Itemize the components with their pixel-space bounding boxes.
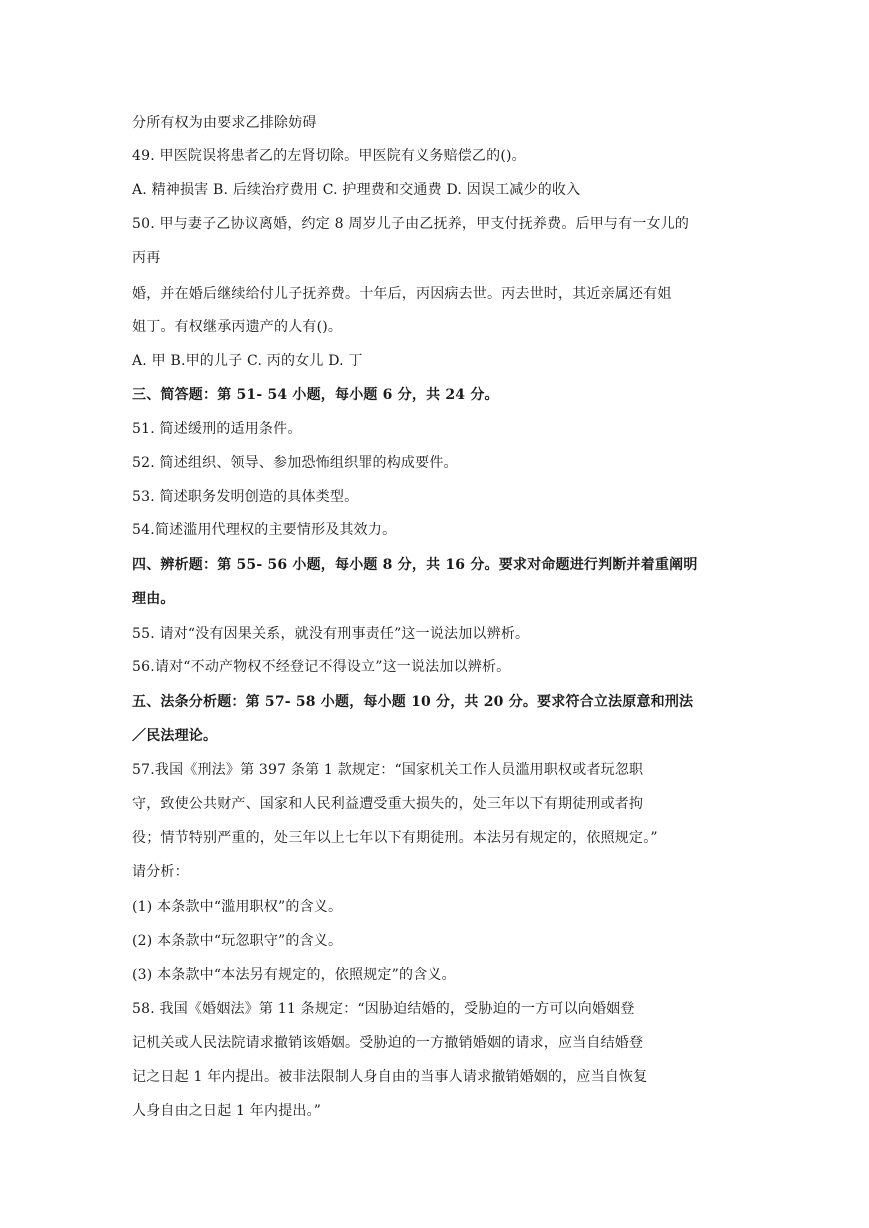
question-56: 56.请对“不动产物权不经登记不得设立”这一说法加以辨析。 xyxy=(132,659,511,675)
section-heading-law-analysis-cont: ／民法理论。 xyxy=(132,728,218,744)
question-50-options: A. 甲 B.甲的儿子 C. 丙的女儿 D. 丁 xyxy=(132,353,363,369)
question-55: 55. 请对“没有因果关系，就没有刑事责任”这一说法加以辨析。 xyxy=(132,626,530,642)
text-line: 役；情节特别严重的，处三年以上七年以下有期徒刑。本法另有规定的，依照规定。” xyxy=(132,830,658,846)
question-57-part-3: (3) 本条款中“本法另有规定的，依照规定”的含义。 xyxy=(132,967,456,983)
text-line: 婚，并在婚后继续给付儿子抚养费。十年后，丙因病去世。丙去世时，其近亲属还有姐 xyxy=(132,286,672,302)
section-heading-analysis: 四、辨析题：第 55- 56 小题，每小题 8 分，共 16 分。要求对命题进行判断并着重阐明 xyxy=(132,557,698,573)
section-heading-analysis-cont: 理由。 xyxy=(132,591,175,607)
text-line: 丙再 xyxy=(132,250,161,266)
question-49-options: A. 精神损害 B. 后续治疗费用 C. 护理费和交通费 D. 因误工减少的收入 xyxy=(132,182,581,198)
question-49: 49. 甲医院误将患者乙的左肾切除。甲医院有义务赔偿乙的()。 xyxy=(132,148,526,164)
question-54: 54.简述滥用代理权的主要情形及其效力。 xyxy=(132,522,397,538)
text-line: 姐丁。有权继承丙遗产的人有()。 xyxy=(132,319,343,335)
section-heading-law-analysis: 五、法条分析题：第 57- 58 小题，每小题 10 分，共 20 分。要求符合立法原意和刑法 xyxy=(132,694,694,710)
question-57-part-2: (2) 本条款中“玩忽职守”的含义。 xyxy=(132,933,343,949)
question-52: 52. 简述组织、领导、参加恐怖组织罪的构成要件。 xyxy=(132,455,458,471)
question-50: 50. 甲与妻子乙协议离婚，约定 8 周岁儿子由乙抚养，甲支付抚养费。后甲与有一女儿的 xyxy=(132,216,690,232)
section-heading-short-answer: 三、简答题：第 51- 54 小题，每小题 6 分，共 24 分。 xyxy=(132,387,499,403)
text-line: 守，致使公共财产、国家和人民利益遭受重大损失的，处三年以下有期徒刑或者拘 xyxy=(132,796,644,812)
text-line: 记机关或人民法院请求撤销该婚姻。受胁迫的一方撤销婚姻的请求，应当自结婚登 xyxy=(132,1035,644,1051)
question-51: 51. 简述缓刑的适用条件。 xyxy=(132,421,302,437)
question-58: 58. 我国《婚姻法》第 11 条规定：“因胁迫结婚的，受胁迫的一方可以向婚姻登 xyxy=(132,1001,635,1017)
question-57: 57.我国《刑法》第 397 条第 1 款规定：“国家机关工作人员滥用职权或者玩忽职 xyxy=(132,762,644,778)
text-line: 请分析： xyxy=(132,864,189,880)
text-line: 分所有权为由要求乙排除妨碍 xyxy=(132,115,317,131)
question-57-part-1: (1) 本条款中“滥用职权”的含义。 xyxy=(132,899,343,915)
text-line: 人身自由之日起 1 年内提出。” xyxy=(132,1103,322,1119)
question-53: 53. 简述职务发明创造的具体类型。 xyxy=(132,489,359,505)
text-line: 记之日起 1 年内提出。被非法限制人身自由的当事人请求撤销婚姻的，应当自恢复 xyxy=(132,1069,648,1085)
